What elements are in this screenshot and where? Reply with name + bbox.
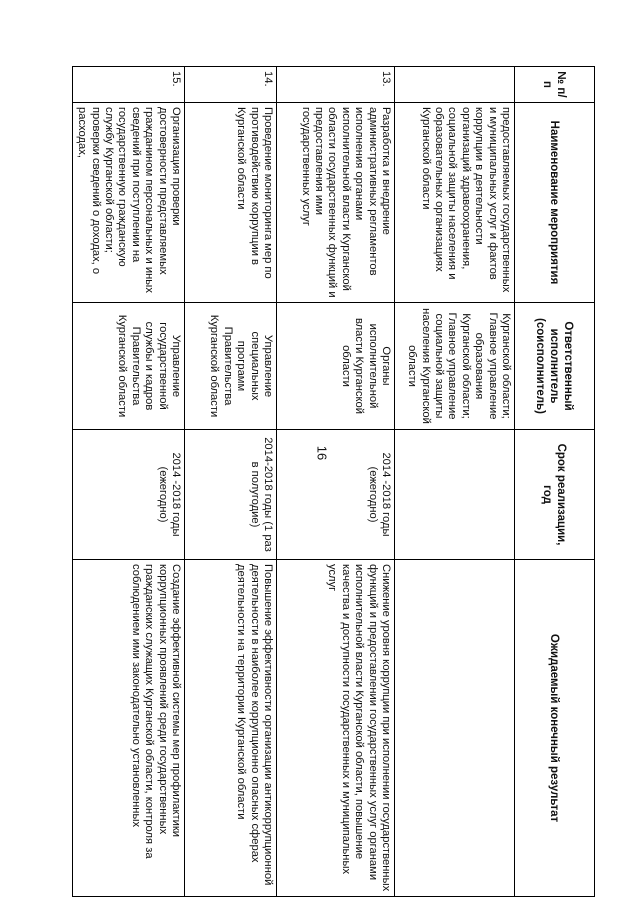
table-header-row [515, 67, 595, 897]
row-term: 2014 -2018 годы (ежегодно) [277, 430, 395, 560]
row-number: 15. [72, 67, 184, 103]
row-result: Повышение эффективности организации антикоррупционной деятельности в наиболее коррупционно опасных сферах деятельности на территории Курганской области [185, 560, 277, 897]
table-row [185, 67, 277, 897]
header-term: Срок реализации, год [515, 430, 595, 560]
row-number [395, 67, 515, 103]
table-row [72, 67, 184, 897]
row-term: 2014-2018 годы (1 раз в полугодие) [185, 430, 277, 560]
row-number: 13. [277, 67, 395, 103]
row-result: Снижение уровня коррупции при исполнении государственных функций и предоставлении государственных услуг органами исполнительной власти Курганской области, повышение качества и доступности государственных и муниципальных услуг [277, 560, 395, 897]
table-row [277, 67, 395, 897]
row-executor: Органы исполнительной власти Курганской области [277, 303, 395, 430]
row-activity: Проведение мониторинга мер по противодействию коррупции в Курганской области [185, 103, 277, 303]
rotated-table-wrapper [76, 66, 595, 896]
row-term [395, 430, 515, 560]
row-executor: Курганской области; Главное управление образования Курганской области; Главное управление социальной защиты населения Курганской области [395, 303, 515, 430]
row-term: 2014 -2018 годы (ежегодно) [72, 430, 184, 560]
row-number: 14. [185, 67, 277, 103]
row-result: Создание эффективной системы мер профилактики коррупционных проявлений среди государственных гражданских служащих Курганской области, контроля за соблюдением ими законодательно установленных [72, 560, 184, 897]
document-page [76, 66, 595, 896]
header-activity: Наименование мероприятия [515, 103, 595, 303]
page-number-text: 16 [314, 445, 330, 461]
row-executor: Управление государственной службы и кадров Правительства Курганской области [72, 303, 184, 430]
header-executor: Ответственный исполнитель (соисполнитель) [515, 303, 595, 430]
measures-table [72, 66, 595, 897]
table-row [395, 67, 515, 897]
header-result: Ожидаемый конечный результат [515, 560, 595, 897]
row-executor: Управление специальных программ Правительства Курганской области [185, 303, 277, 430]
row-activity: Организация проверки достоверности представляемых гражданином персональных и иных сведений при поступлении на государственную гражданскую службу Курганской области; проверки сведений о доходах, о расходах, [72, 103, 184, 303]
row-activity: Разработка и внедрение административных регламентов исполнения органами исполнительной власти Курганской области государственных функций и предоставления ими государственных услуг [277, 103, 395, 303]
header-number: № п/п [515, 67, 595, 103]
row-result [395, 560, 515, 897]
row-activity: предоставляемых государственных и муниципальных услуг и фактов коррупции в деятельности организаций здравоохранения, социальной защиты населения и образовательных организациях Курганской области [395, 103, 515, 303]
